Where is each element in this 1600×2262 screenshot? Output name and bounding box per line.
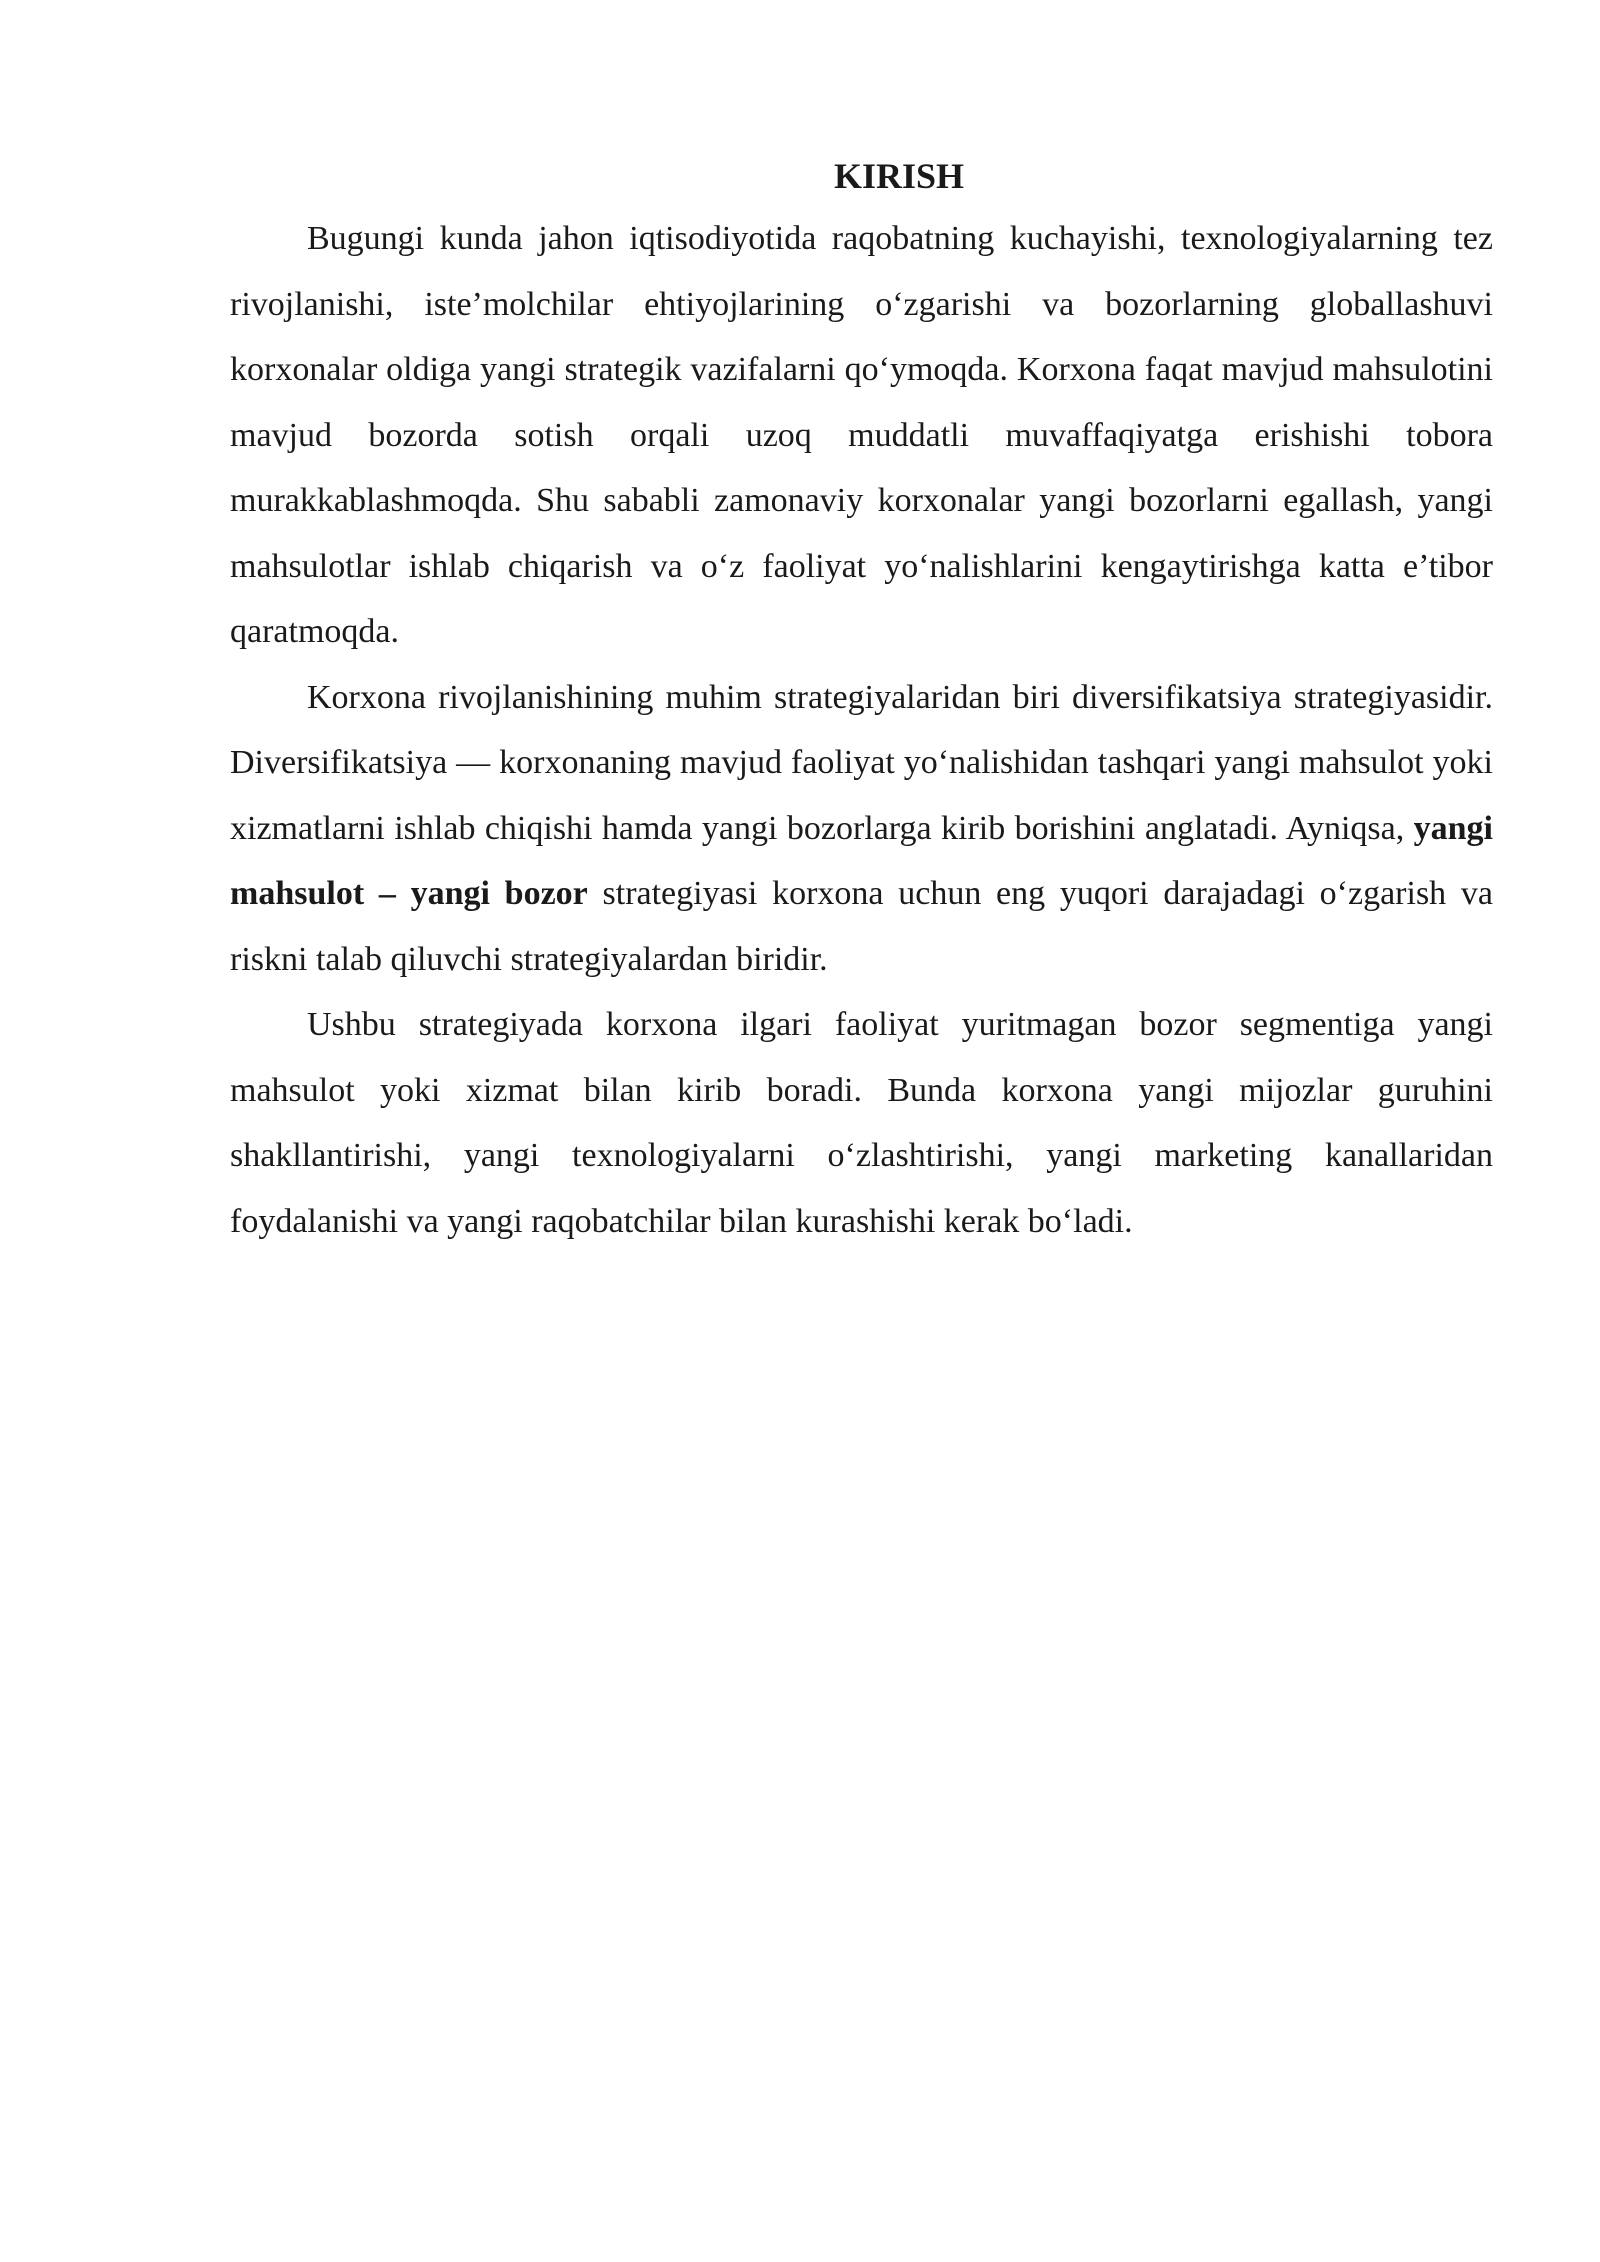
paragraph-1: Bugungi kunda jahon iqtisodiyotida raqobatning kuchayishi, texnologiyalarning tez rivojlanishi, iste’molchilar ehtiyojlarining o‘zgarishi va bozorlarning globallashuvi korxonalar oldiga yangi strategik vazifalarni qo‘ymoqda. Korxona faqat mavjud mahsulotini mavjud bozorda sotish orqali uzoq muddatli muvaffaqiyatga erishishi tobora murakkablashmoqda. Shu sababli zamonaviy korxonalar yangi bozorlarni egallash, yangi mahsulotlar ishlab chiqarish va o‘z faoliyat yo‘nalishlarini kengaytirishga katta e’tibor qaratmoqda. xyxy=(230,220,1493,650)
paragraph-2-text-after: strategiyasi korxona uchun eng yuqori darajadagi o‘zgarish va riskni talab qiluvchi strategiyalardan biridir. xyxy=(230,875,1493,978)
paragraph-2 xyxy=(230,665,1493,993)
page-title: KIRISH xyxy=(833,156,965,196)
paragraph-3: Ushbu strategiyada korxona ilgari faoliyat yuritmagan bozor segmentiga yangi mahsulot yoki xizmat bilan kirib boradi. Bunda korxona yangi mijozlar guruhini shakllantirishi, yangi texnologiyalarni o‘zlashtirishi, yangi marketing kanallaridan foydalanishi va yangi raqobatchilar bilan kurashishi kerak bo‘ladi. xyxy=(230,1006,1493,1240)
paragraph-2-bold-term: yangi mahsulot – yangi bozor xyxy=(230,809,1493,912)
paragraph-2-text-before: Korxona rivojlanishining muhim strategiyalaridan biri diversifikatsiya strategiyasidir. Diversifikatsiya — korxonaning mavjud faoliyat yo‘nalishidan tashqari yangi mahsulot yoki xizmatlarni ishlab chiqishi hamda yangi bozorlarga kirib borishini anglatadi. Ayniqsa, xyxy=(230,678,1493,847)
document-body xyxy=(230,150,1493,1254)
